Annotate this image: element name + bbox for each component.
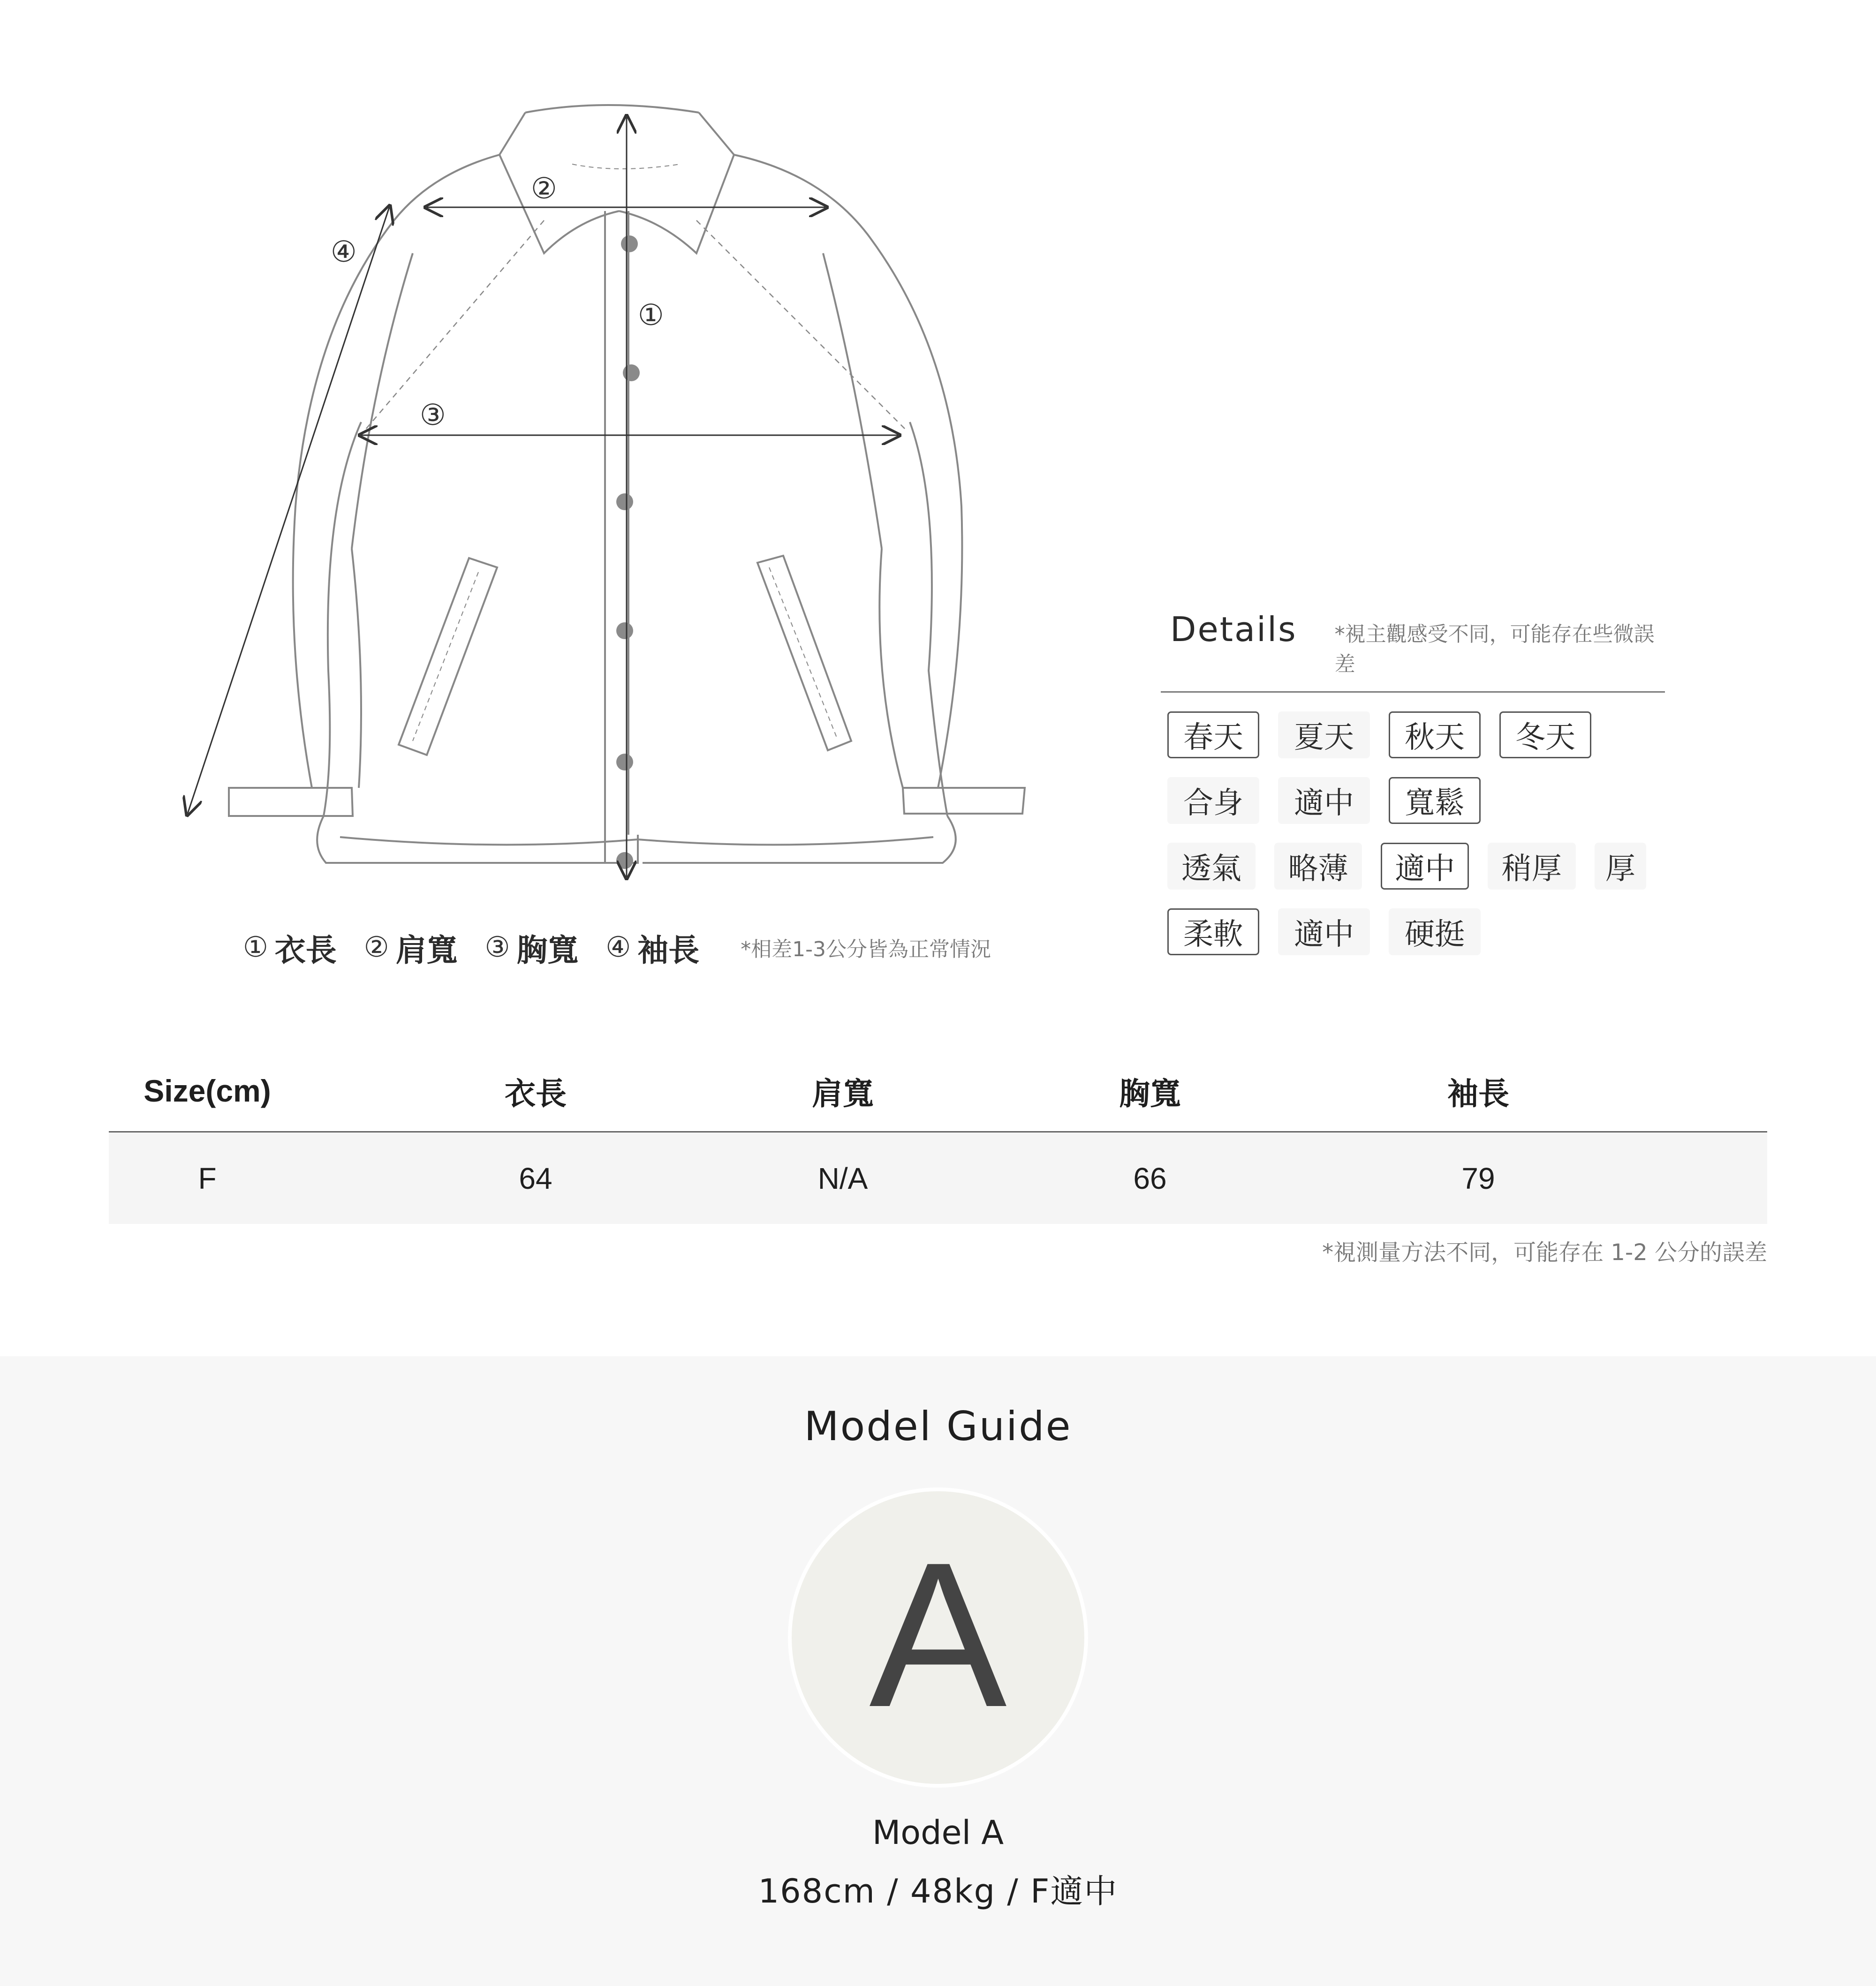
measurement-legend bbox=[243, 926, 991, 968]
table-header: 胸寬 bbox=[1119, 1076, 1181, 1111]
details-title: Details bbox=[1170, 610, 1297, 649]
table-header: Size(cm) bbox=[144, 1073, 271, 1108]
model-guide-section bbox=[0, 1356, 1876, 1986]
details-header bbox=[1161, 610, 1665, 693]
size-table bbox=[109, 1050, 1767, 1224]
tag-slightly-thick: 稍厚 bbox=[1488, 843, 1576, 890]
legend-label: 胸寬 bbox=[516, 932, 579, 968]
thickness-row bbox=[1167, 843, 1665, 890]
jacket-illustration bbox=[169, 84, 1107, 896]
fit-row bbox=[1167, 777, 1665, 824]
details-panel bbox=[1161, 610, 1665, 955]
tag-spring: 春天 bbox=[1167, 711, 1259, 758]
table-header-row bbox=[109, 1050, 1767, 1133]
legend-label: 肩寬 bbox=[395, 932, 458, 968]
legend-item-length bbox=[243, 925, 337, 970]
tag-stiff: 硬挺 bbox=[1389, 908, 1481, 955]
tag-fitted: 合身 bbox=[1167, 777, 1259, 824]
table-cell: N/A bbox=[817, 1161, 868, 1195]
jacket-diagram bbox=[169, 84, 1107, 896]
legend-item-chest bbox=[485, 925, 579, 970]
tag-breathable: 透氣 bbox=[1167, 843, 1256, 890]
tag-texture-regular: 適中 bbox=[1278, 908, 1370, 955]
model-info: 168cm / 48kg / F適中 bbox=[758, 1872, 1118, 1910]
avatar-letter: A bbox=[869, 1520, 1007, 1750]
table-header: 肩寬 bbox=[812, 1076, 874, 1111]
legend-number: ① bbox=[243, 931, 268, 964]
model-name: Model A bbox=[872, 1813, 1004, 1852]
table-header: 衣長 bbox=[505, 1076, 567, 1111]
tag-summer: 夏天 bbox=[1278, 711, 1370, 758]
legend-item-shoulder bbox=[364, 925, 458, 970]
tag-autumn: 秋天 bbox=[1389, 711, 1481, 758]
legend-note: *相差1-3公分皆為正常情況 bbox=[741, 937, 991, 961]
measure-label-shoulder: ② bbox=[531, 171, 557, 205]
tag-fit-regular: 適中 bbox=[1278, 777, 1370, 824]
tag-loose: 寬鬆 bbox=[1389, 777, 1481, 824]
legend-number: ④ bbox=[605, 931, 631, 964]
table-note: *視測量方法不同，可能存在 1-2 公分的誤差 bbox=[1322, 1239, 1767, 1266]
season-row bbox=[1167, 711, 1665, 758]
tag-thin: 略薄 bbox=[1274, 843, 1362, 890]
table-cell: F bbox=[198, 1161, 217, 1195]
tag-thickness-regular: 適中 bbox=[1381, 843, 1469, 890]
model-guide-title: Model Guide bbox=[804, 1403, 1072, 1450]
measure-label-length: ① bbox=[638, 298, 664, 332]
legend-number: ③ bbox=[484, 931, 510, 964]
legend-label: 衣長 bbox=[274, 932, 337, 968]
texture-row bbox=[1167, 908, 1665, 955]
avatar bbox=[788, 1488, 1088, 1788]
table-cell: 79 bbox=[1461, 1161, 1495, 1195]
legend-item-sleeve bbox=[605, 925, 699, 970]
table-cell: 66 bbox=[1133, 1161, 1167, 1195]
details-note: *視主觀感受不同，可能存在些微誤差 bbox=[1334, 622, 1655, 676]
legend-label: 袖長 bbox=[637, 932, 700, 968]
table-cell: 64 bbox=[519, 1161, 552, 1195]
tag-thick: 厚 bbox=[1595, 843, 1646, 890]
table-row bbox=[109, 1133, 1767, 1224]
legend-number: ② bbox=[363, 931, 389, 964]
measure-label-chest: ③ bbox=[420, 398, 446, 432]
measure-label-sleeve: ④ bbox=[331, 234, 357, 269]
table-header: 袖長 bbox=[1447, 1076, 1509, 1111]
tag-winter: 冬天 bbox=[1499, 711, 1591, 758]
tag-soft: 柔軟 bbox=[1167, 908, 1259, 955]
